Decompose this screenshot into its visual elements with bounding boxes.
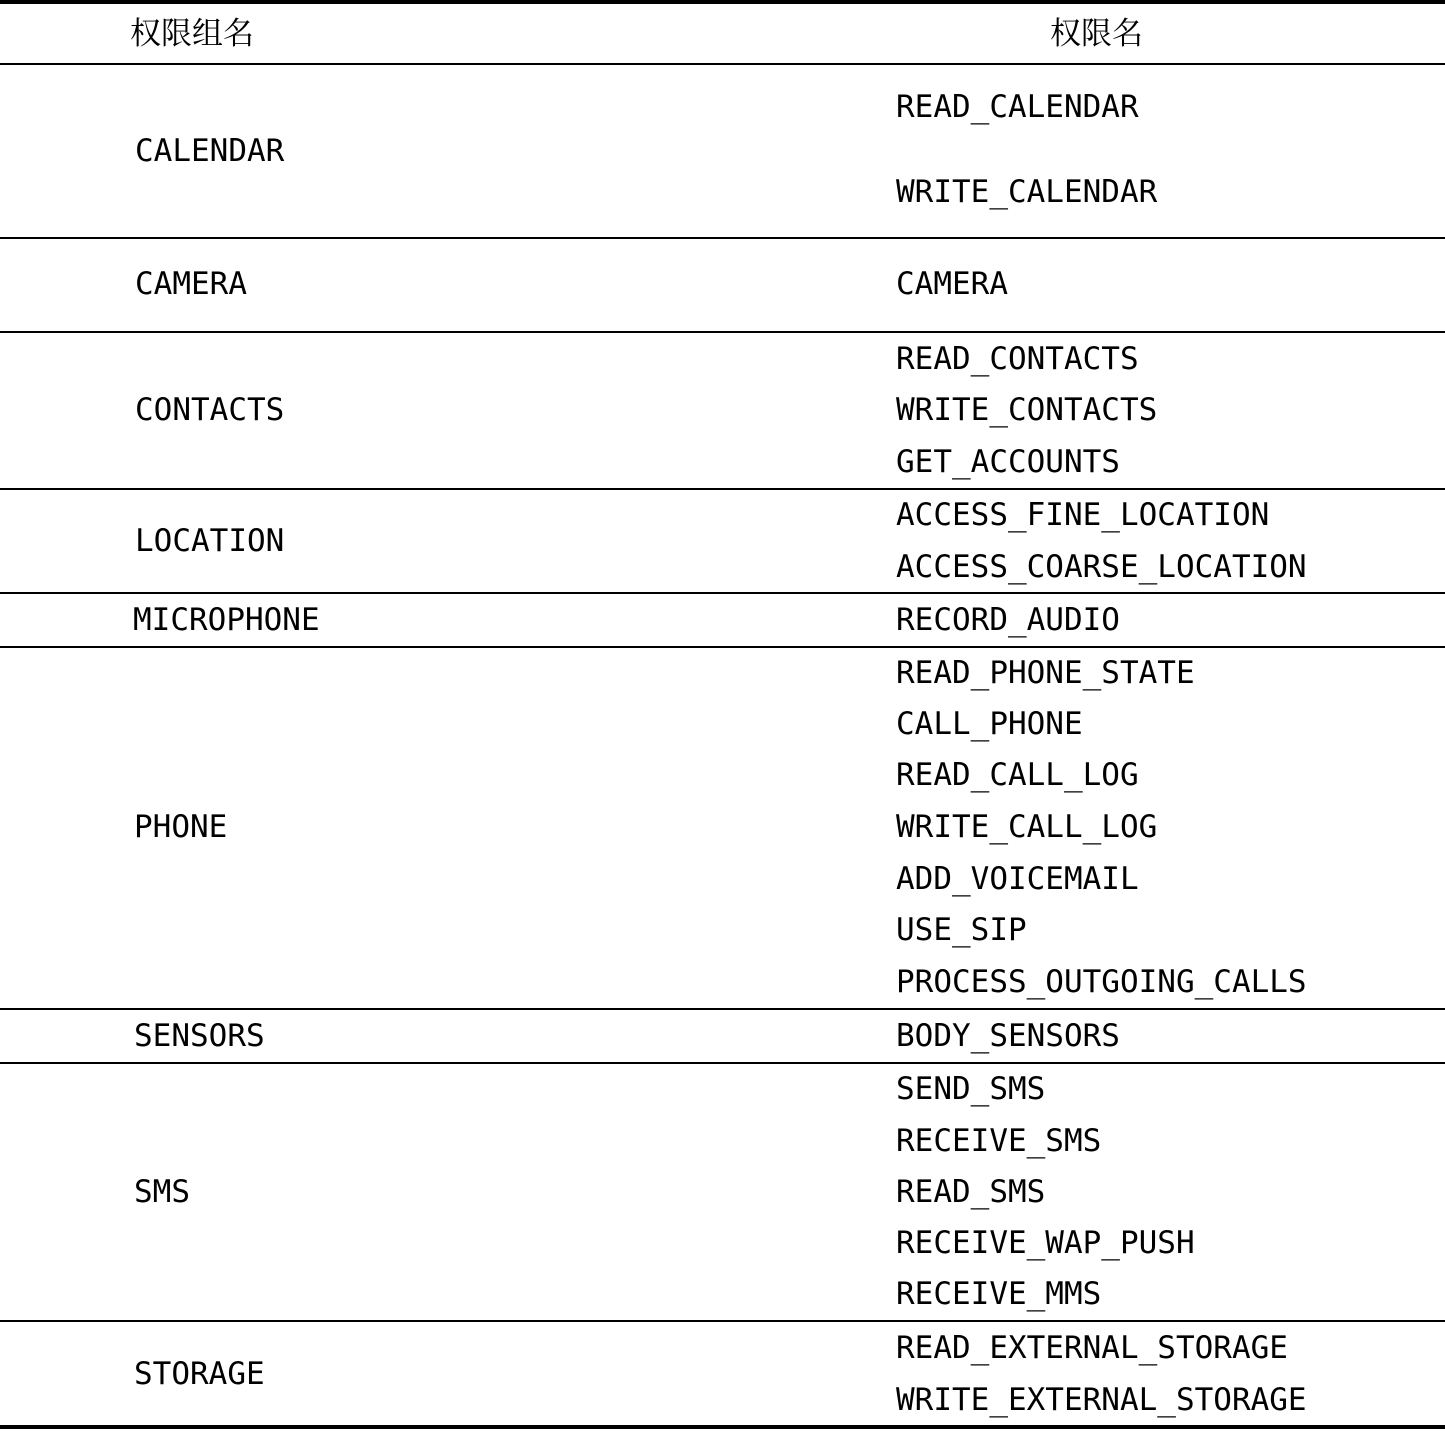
permission-write-contacts: WRITE_CONTACTS (896, 392, 1158, 428)
group-calendar: CALENDAR (135, 133, 285, 169)
permission-read-call-log: READ_CALL_LOG (896, 757, 1139, 793)
permission-camera: CAMERA (896, 266, 1008, 302)
row-divider (0, 1062, 1445, 1064)
row-divider (0, 488, 1445, 490)
header-permission-name: 权限名 (1050, 16, 1143, 52)
permission-access-coarse-location: ACCESS_COARSE_LOCATION (896, 549, 1307, 585)
permission-call-phone: CALL_PHONE (896, 706, 1083, 742)
group-location: LOCATION (135, 523, 285, 559)
header-group-name: 权限组名 (130, 16, 254, 52)
permission-write-external-storage: WRITE_EXTERNAL_STORAGE (896, 1382, 1307, 1418)
row-divider (0, 331, 1445, 333)
group-contacts: CONTACTS (135, 392, 285, 428)
permission-send-sms: SEND_SMS (896, 1071, 1046, 1107)
row-divider (0, 646, 1445, 648)
row-divider (0, 1008, 1445, 1010)
row-divider (0, 592, 1445, 594)
group-storage: STORAGE (134, 1356, 265, 1392)
table-bottom-rule (0, 1425, 1445, 1429)
permission-get-accounts: GET_ACCOUNTS (896, 444, 1120, 480)
group-sms: SMS (134, 1174, 190, 1210)
group-sensors: SENSORS (134, 1018, 265, 1054)
group-microphone: MICROPHONE (133, 602, 320, 638)
permission-use-sip: USE_SIP (896, 912, 1027, 948)
permission-read-phone-state: READ_PHONE_STATE (896, 655, 1195, 691)
permission-read-contacts: READ_CONTACTS (896, 341, 1139, 377)
permission-access-fine-location: ACCESS_FINE_LOCATION (896, 497, 1270, 533)
permission-receive-wap-push: RECEIVE_WAP_PUSH (896, 1225, 1195, 1261)
group-camera: CAMERA (135, 266, 247, 302)
permission-write-calendar: WRITE_CALENDAR (896, 174, 1158, 210)
permission-body-sensors: BODY_SENSORS (896, 1018, 1120, 1054)
permission-read-external-storage: READ_EXTERNAL_STORAGE (896, 1330, 1288, 1366)
permission-record-audio: RECORD_AUDIO (896, 602, 1120, 638)
permission-read-calendar: READ_CALENDAR (896, 89, 1139, 125)
permission-read-sms: READ_SMS (896, 1174, 1046, 1210)
permission-receive-sms: RECEIVE_SMS (896, 1123, 1102, 1159)
permission-add-voicemail: ADD_VOICEMAIL (896, 861, 1139, 897)
permission-process-outgoing-calls: PROCESS_OUTGOING_CALLS (896, 964, 1307, 1000)
header-bottom-rule (0, 63, 1445, 65)
permission-write-call-log: WRITE_CALL_LOG (896, 809, 1158, 845)
table-top-rule (0, 0, 1445, 4)
row-divider (0, 1320, 1445, 1322)
permission-receive-mms: RECEIVE_MMS (896, 1276, 1102, 1312)
group-phone: PHONE (134, 809, 228, 845)
row-divider (0, 237, 1445, 239)
